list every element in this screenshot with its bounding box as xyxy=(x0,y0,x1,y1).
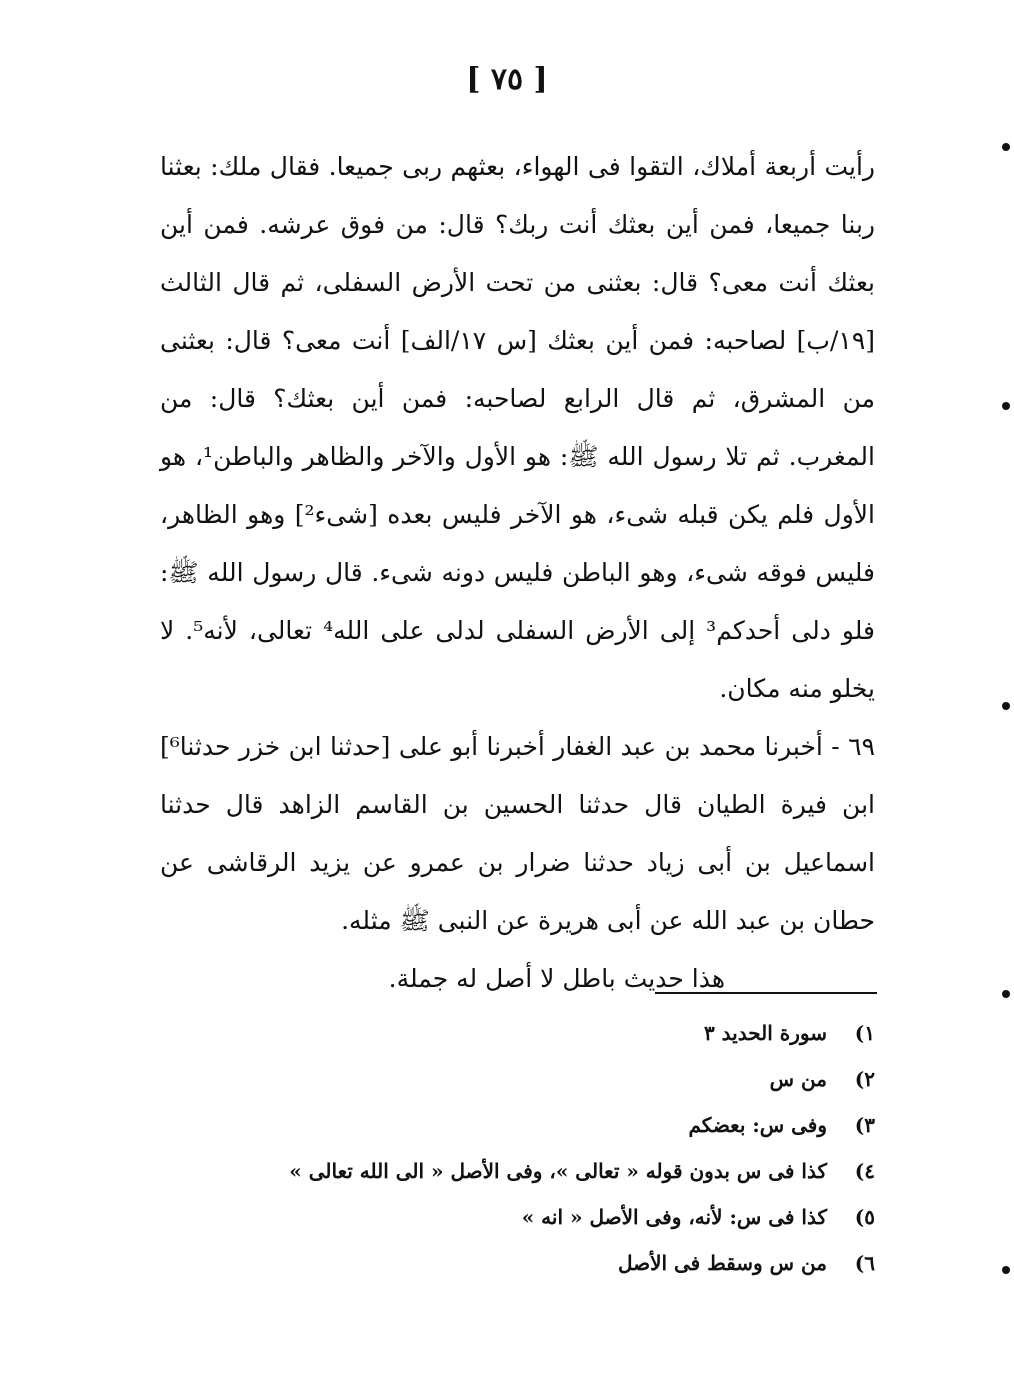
scan-edge-mark xyxy=(1002,402,1010,410)
footnote-item xyxy=(300,1102,875,1148)
footnote-number: ٢) xyxy=(854,1067,875,1091)
footnote-item xyxy=(300,1194,875,1240)
closing-remark: هذا حديث باطل لا أصل له جملة. xyxy=(388,964,725,993)
footnotes-list xyxy=(289,1010,875,1286)
footnote-number: ١) xyxy=(854,1021,875,1045)
scan-edge-mark xyxy=(1002,990,1010,998)
footnote-number: ٦) xyxy=(854,1251,875,1275)
footnote-number: ٣) xyxy=(854,1113,875,1137)
footnote-item xyxy=(300,1056,875,1102)
footnote-text: سورة الحديد ٣ xyxy=(703,1021,827,1045)
footnote-divider xyxy=(655,992,877,994)
main-text xyxy=(160,138,875,1008)
page-number: [ ٧٥ ] xyxy=(466,62,548,97)
footnote-text: كذا فى س بدون قوله « تعالى »، وفى الأصل « الى الله تعالى » xyxy=(289,1159,827,1183)
footnote-text: وفى س: بعضكم xyxy=(688,1113,827,1137)
footnote-item xyxy=(289,1148,875,1194)
scan-edge-mark xyxy=(1002,702,1010,710)
footnote-item xyxy=(300,1240,875,1286)
paragraph-isnad: ٦٩ - أخبرنا محمد بن عبد الغفار أخبرنا أبو على [حدثنا ابن خزر حدثنا⁶] ابن فيرة الطيان قال حدثنا الحسين بن القاسم الزاهد قال حدثنا اسماعيل بن أبى زياد حدثنا ضرار بن عمرو عن يزيد الرقاشى عن حطان بن عبد الله عن أبى هريرة عن النبى ﷺ مثله. xyxy=(160,732,875,935)
footnote-text: كذا فى س: لأنه، وفى الأصل « انه » xyxy=(521,1205,827,1229)
footnote-number: ٤) xyxy=(854,1159,875,1183)
footnote-number: ٥) xyxy=(854,1205,875,1229)
footnote-text: من س وسقط فى الأصل xyxy=(617,1251,827,1275)
footnote-item xyxy=(300,1010,875,1056)
paragraph-hadith-text: رأيت أربعة أملاك، التقوا فى الهواء، بعثهم ربى جميعا. فقال ملك: بعثنا ربنا جميعا، فمن أين بعثك أنت ربك؟ قال: من فوق عرشه. فمن أين بعثك أنت معى؟ قال: بعثنى من تحت الأرض السفلى، ثم قال الثالث [١٩/ب] لصاحبه: فمن أين بعثك [س ١٧/الف] أنت معى؟ قال: بعثنى من المشرق، ثم قال الرابع لصاحبه: فمن أين بعثك؟ قال: من المغرب. ثم تلا رسول الله ﷺ: هو الأول والآخر والظاهر والباطن¹، هو الأول فلم يكن قبله شىء، هو الآخر فليس بعده [شىء²] وهو الظاهر، فليس فوقه شىء، وهو الباطن فليس دونه شىء. قال رسول الله ﷺ: فلو دلى أحدكم³ إلى الأرض السفلى لدلى على الله⁴ تعالى، لأنه⁵. لا يخلو منه مكان. xyxy=(160,152,876,703)
footnote-text: من س xyxy=(769,1067,827,1091)
scan-edge-mark xyxy=(1002,1266,1010,1274)
scan-edge-mark xyxy=(1002,143,1010,151)
